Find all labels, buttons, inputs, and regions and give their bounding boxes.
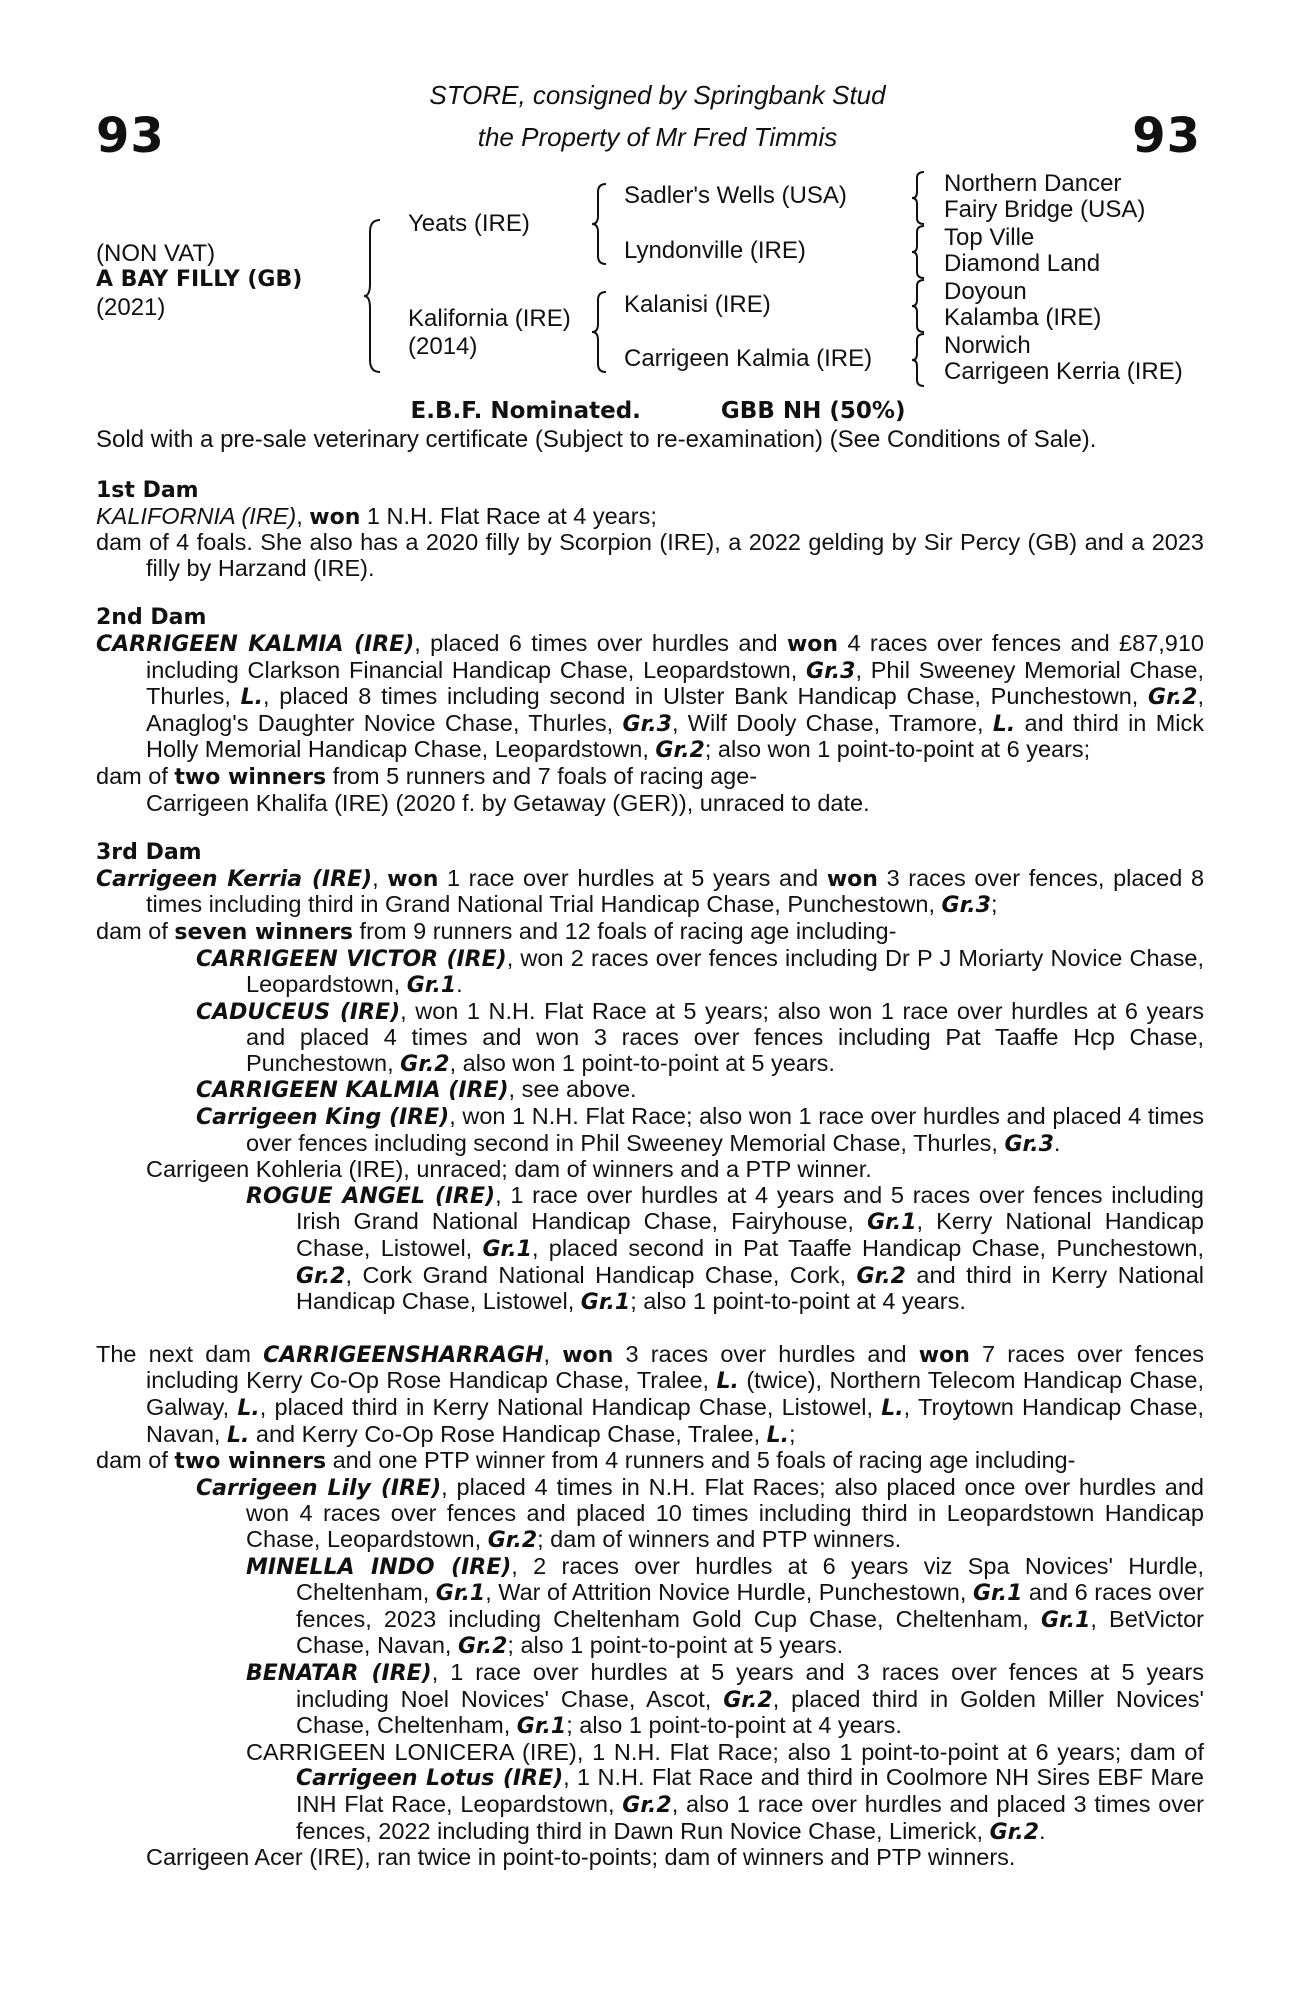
gbb-status: GBB NH (50%) — [720, 398, 906, 424]
third-dam-child-3: CARRIGEEN KALMIA (IRE), see above. — [196, 1076, 637, 1104]
dam-year: (2014) — [408, 333, 478, 360]
third-dam-child-4: Carrigeen King (IRE), won 1 N.H. Flat Race; also won 1 race over hurdles and placed 4 times over fences including second in Phil Sweeney Memorial Chase, Thurles, Gr.3. — [196, 1103, 1204, 1157]
next-dam-entry: The next dam CARRIGEENSHARRAGH, won 3 races over hurdles and won 7 races over fences including Kerry Co-Op Rose Handicap Chase, Tralee, L. (twice), Northern Telecom Handicap Chase, Galway, L., placed third in Kerry National Handicap Chase, Listowel, L., Troytown Handicap Chase, Navan, L. and Kerry Co-Op Rose Handicap Chase, Tralee, L.; — [96, 1340, 1204, 1448]
third-dam-heading: 3rd Dam — [96, 840, 202, 866]
ancestor-3: Top Ville — [944, 224, 1035, 251]
vat-status: (NON VAT) — [96, 240, 216, 267]
first-dam-name: KALIFORNIA (IRE) — [96, 502, 297, 529]
third-dam-child-2: CADUCEUS (IRE), won 1 N.H. Flat Race at 5 years; also won 1 race over hurdles at 6 years and placed 4 times and won 3 races over fences including Pat Taaffe Hcp Chase, Punchestown, Gr.2, also won 1 point-to-point at 5 years. — [196, 997, 1204, 1077]
third-dam-produce: dam of seven winners from 9 runners and 12 foals of racing age including- — [96, 917, 897, 945]
third-dam-child-5: Carrigeen Kohleria (IRE), unraced; dam of winners and a PTP winner. — [146, 1156, 872, 1183]
property-line: the Property of Mr Fred Timmis — [477, 122, 838, 152]
lot-number-left: 93 — [96, 108, 165, 164]
brace-5 — [910, 224, 928, 280]
brace-1 — [362, 218, 384, 374]
lot-name: A BAY FILLY (GB) — [96, 267, 303, 292]
ancestor-7: Norwich — [944, 332, 1031, 359]
next-dam-child-2: Carrigeen Acer (IRE), ran twice in point-to-points; dam of winners and PTP winners. — [146, 1844, 1016, 1871]
third-dam-name: Carrigeen Kerria (IRE) — [96, 866, 373, 892]
sire-dam: Lyndonville (IRE) — [624, 237, 806, 264]
second-dam-produce: dam of two winners from 5 runners and 7 foals of racing age- — [96, 762, 758, 790]
ancestor-8: Carrigeen Kerria (IRE) — [944, 358, 1183, 385]
ancestor-6: Kalamba (IRE) — [944, 304, 1102, 331]
next-dam-name: CARRIGEENSHARRAGH — [263, 1342, 544, 1368]
ancestor-4: Diamond Land — [944, 250, 1101, 277]
ancestor-2: Fairy Bridge (USA) — [944, 196, 1146, 223]
nomination-line — [96, 398, 1220, 424]
first-dam-heading: 1st Dam — [96, 478, 199, 503]
foaling-year: (2021) — [96, 294, 166, 321]
third-dam-entry: Carrigeen Kerria (IRE), won 1 race over hurdles at 5 years and won 3 races over fences, placed 8 times including third in Grand National Trial Handicap Chase, Punchestown, Gr.3; — [96, 864, 1205, 919]
lot-number-right: 93 — [1132, 108, 1201, 164]
next-dam-grandchild-1: MINELLA INDO (IRE), 2 races over hurdles at 6 years viz Spa Novices' Hurdle, Cheltenham, Gr.1, War of Attrition Novice Hurdle, Punchestown, Gr.1 and 6 races over fences, 2023 including Cheltenham Gold Cup Chase, Cheltenham, Gr.1, BetVictor Chase, Navan, Gr.2; also 1 point-to-point at 5 years. — [246, 1552, 1204, 1660]
consignor-line: STORE, consigned by Springbank Stud — [429, 80, 886, 110]
brace-3 — [590, 290, 610, 374]
pedigree-notes — [96, 478, 1204, 1871]
next-dam-grandchild-3: CARRIGEEN LONICERA (IRE), 1 N.H. Flat Race; also 1 point-to-point at 6 years; dam of Carrigeen Lotus (IRE), 1 N.H. Flat Race and third in Coolmore NH Sires EBF Mare INH Flat Race, Leopardstown, Gr.2, also 1 race over hurdles and placed 3 times over fences, 2022 including third in Dawn Run Novice Chase, Limerick, Gr.2. — [246, 1738, 1204, 1845]
brace-6 — [910, 278, 928, 334]
next-dam-child-1: Carrigeen Lily (IRE), placed 4 times in N.H. Flat Races; also placed once over hurdles and won 4 races over fences and placed 10 times including third in Leopardstown Handicap Chase, Leopardstown, Gr.2; dam of winners and PTP winners. — [196, 1473, 1204, 1553]
ancestor-1: Northern Dancer — [944, 170, 1122, 197]
first-dam-entry: KALIFORNIA (IRE), won 1 N.H. Flat Race at 4 years; — [96, 502, 657, 530]
next-dam-produce: dam of two winners and one PTP winner from 4 runners and 5 foals of racing age including- — [96, 1447, 1076, 1475]
second-dam-name: CARRIGEEN KALMIA (IRE) — [96, 631, 415, 657]
third-dam-child-1: CARRIGEEN VICTOR (IRE), won 2 races over fences including Dr P J Moriarty Novice Chase, Leopardstown, Gr.1. — [196, 944, 1204, 999]
dam: Kalifornia (IRE) — [408, 305, 571, 332]
first-dam-foals: dam of 4 foals. She also has a 2020 filly by Scorpion (IRE), a 2022 gelding by Sir Percy (GB) and a 2023 filly by Harzand (IRE). — [96, 529, 1204, 581]
second-dam-entry: CARRIGEEN KALMIA (IRE), placed 6 times over hurdles and won 4 races over fences and £87,910 including Clarkson Financial Handicap Chase, Leopardstown, Gr.3, Phil Sweeney Memorial Chase, Thurles, L., placed 8 times including second in Ulster Bank Handicap Chase, Punchestown, Gr.2, Anaglog's Daughter Novice Chase, Thurles, Gr.3, Wilf Dooly Chase, Tramore, L. and third in Mick Holly Memorial Handicap Chase, Leopardstown, Gr.2; also won 1 point-to-point at 6 years; — [96, 629, 1205, 764]
sire-sire: Sadler's Wells (USA) — [624, 182, 847, 209]
next-dam-grandchild-2: BENATAR (IRE), 1 race over hurdles at 5 years and 3 races over fences at 5 years including Noel Novices' Chase, Ascot, Gr.2, placed third in Golden Miller Novices' Chase, Cheltenham, Gr.1; also 1 point-to-point at 4 years. — [246, 1658, 1204, 1740]
vet-certificate-note: Sold with a pre-sale veterinary certificate (Subject to re-examination) (See Conditions of Sale). — [96, 426, 1097, 453]
ebf-nominated: E.B.F. Nominated. — [410, 398, 641, 424]
second-dam-child-1: Carrigeen Khalifa (IRE) (2020 f. by Getaway (GER)), unraced to date. — [146, 789, 870, 816]
second-dam-heading: 2nd Dam — [96, 605, 207, 631]
brace-2 — [590, 182, 610, 266]
third-dam-grandchild-1: ROGUE ANGEL (IRE), 1 race over hurdles at 4 years and 5 races over fences including Irish Grand National Handicap Chase, Fairyhouse, Gr.1, Kerry National Handicap Chase, Listowel, Gr.1, placed second in Pat Taaffe Handicap Chase, Punchestown, Gr.2, Cork Grand National Handicap Chase, Cork, Gr.2 and third in Kerry National Handicap Chase, Listowel, Gr.1; also 1 point-to-point at 4 years. — [246, 1181, 1205, 1316]
dam-dam: Carrigeen Kalmia (IRE) — [624, 345, 873, 372]
ancestor-5: Doyoun — [944, 278, 1027, 305]
sire: Yeats (IRE) — [408, 210, 530, 237]
brace-4 — [910, 170, 928, 226]
dam-sire: Kalanisi (IRE) — [624, 291, 771, 318]
brace-7 — [910, 332, 928, 388]
